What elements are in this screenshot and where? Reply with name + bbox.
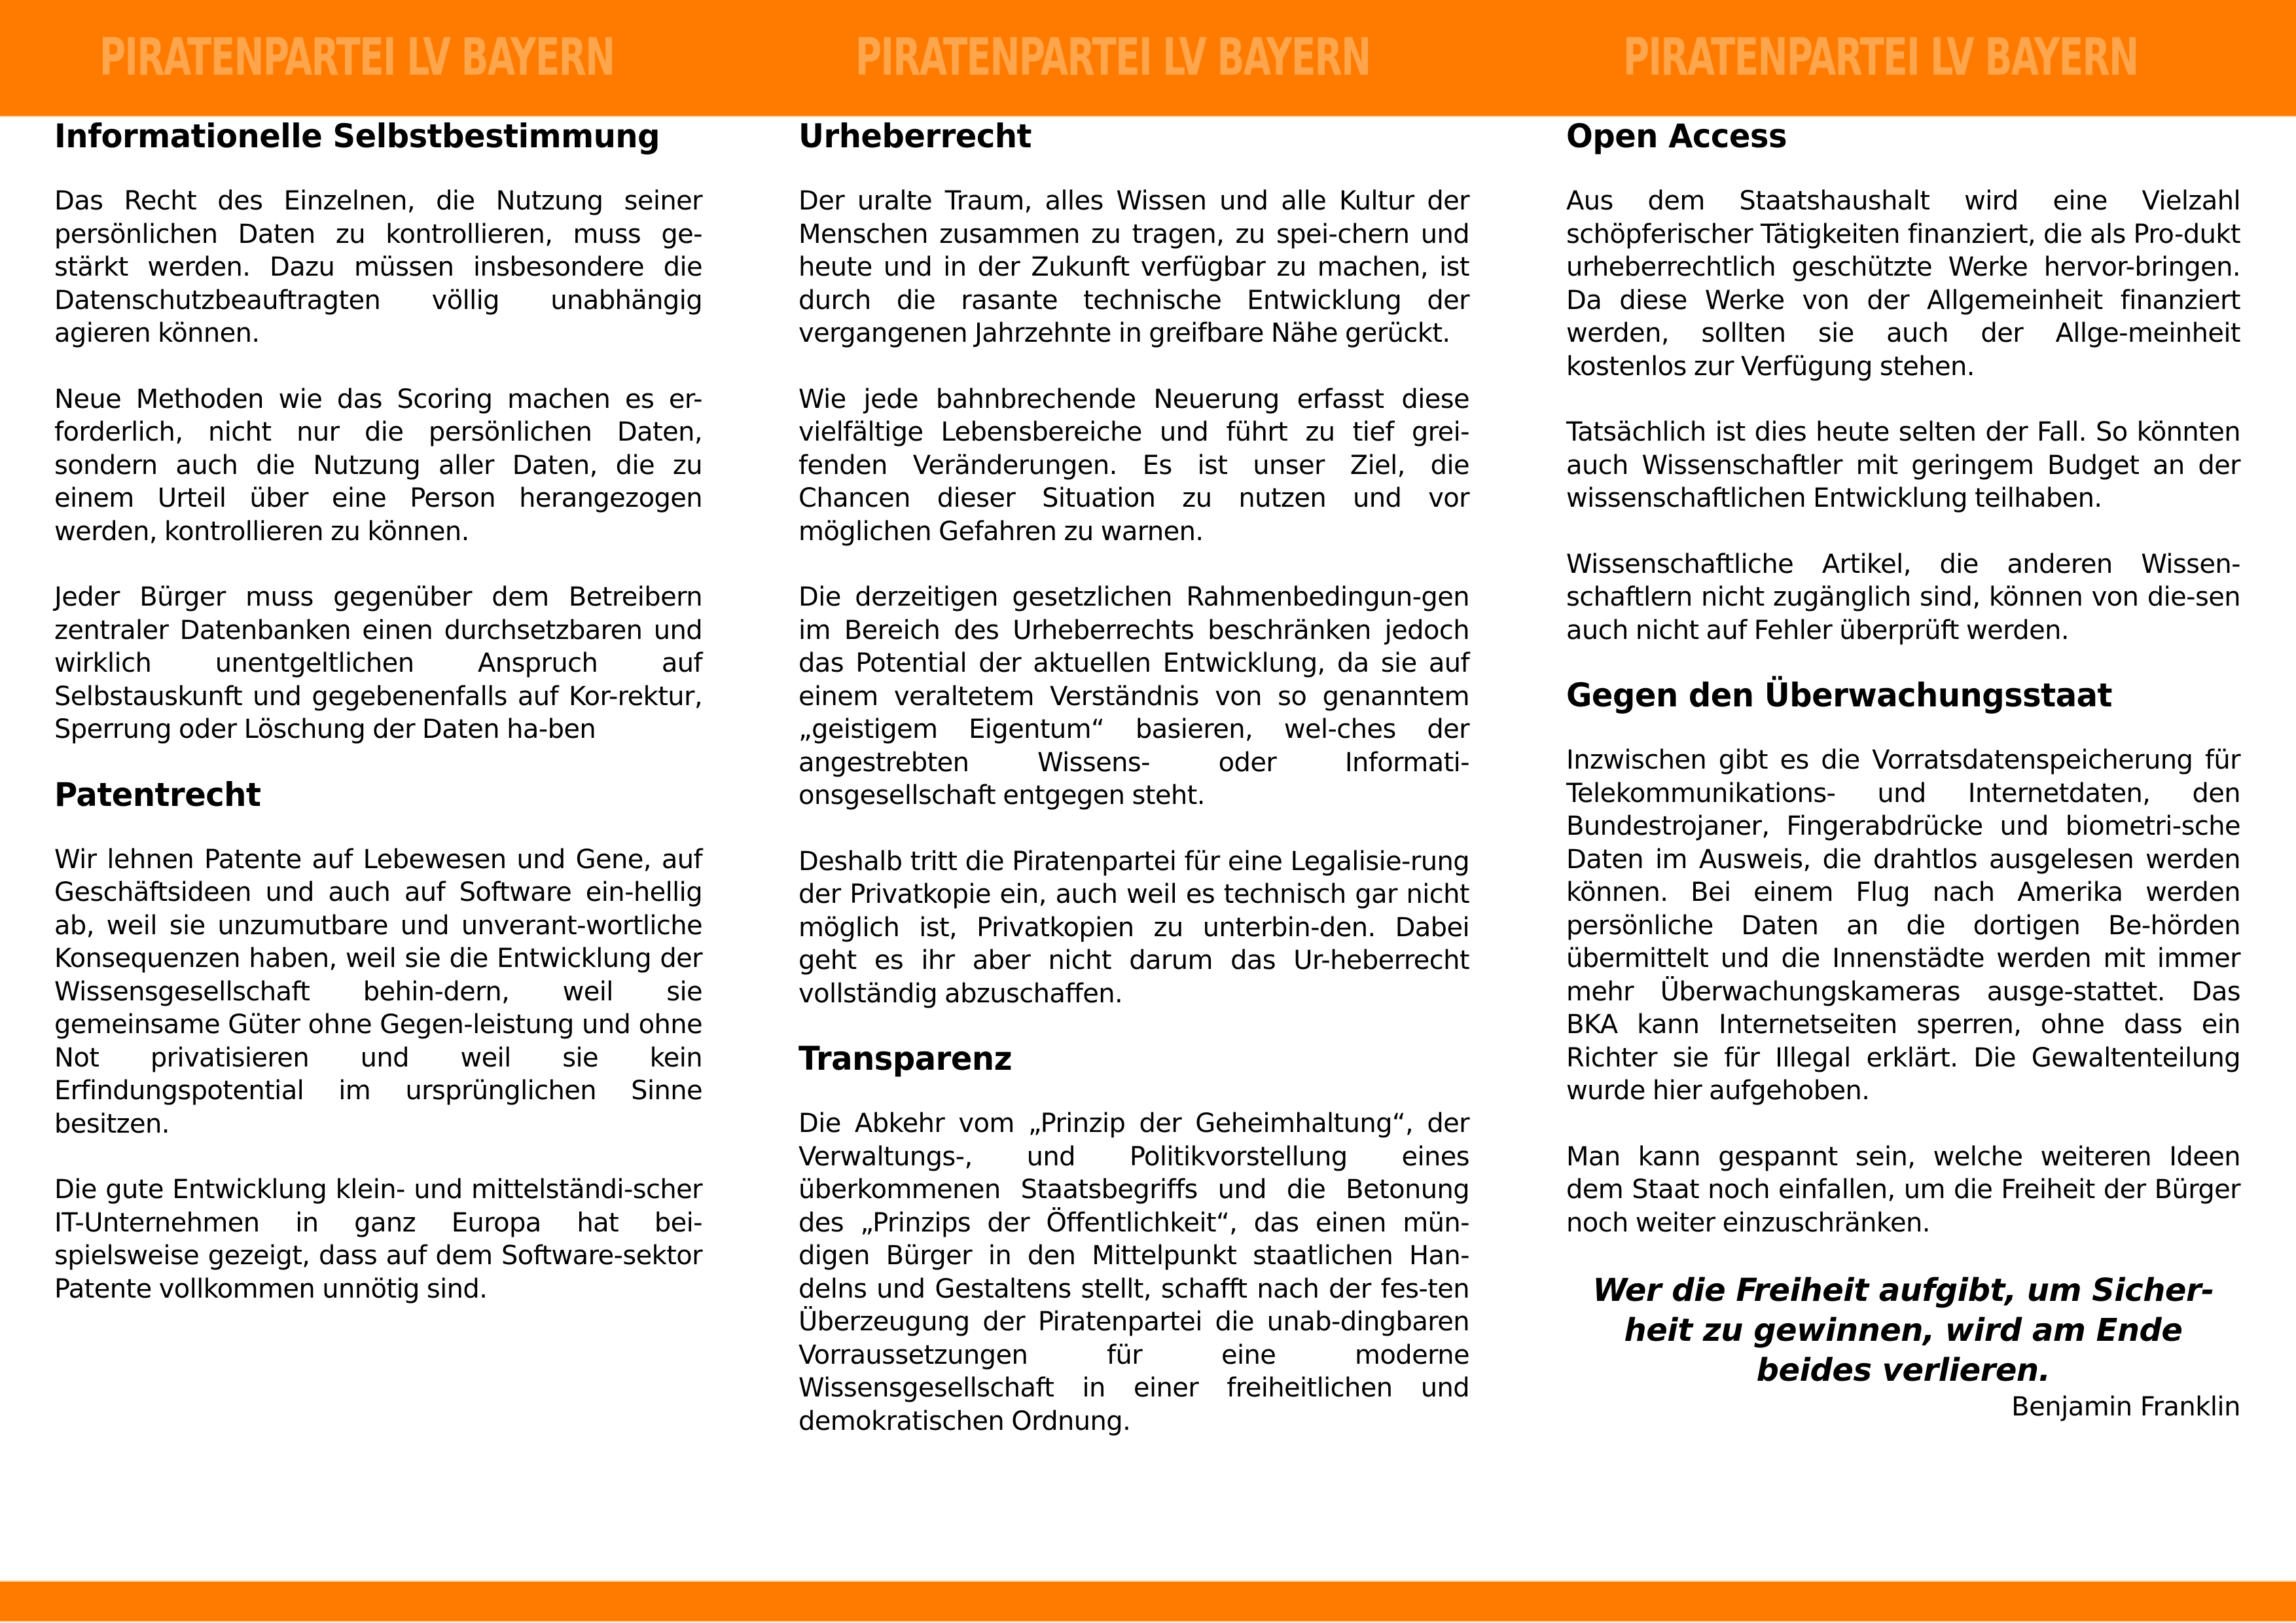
column-center bbox=[798, 117, 1469, 1438]
header-band bbox=[0, 0, 2296, 117]
section-title-patentrecht: Patentrecht bbox=[54, 775, 261, 814]
paragraph: Wissenschaftliche Artikel, die anderen Wissen-schaftlern nicht zugänglich sind, können von die-sen auch nicht auf Fehler überprüft werden. bbox=[1566, 549, 2240, 646]
header-title-right: PIRATENPARTEI LV BAYERN bbox=[1623, 28, 2138, 87]
quote-text: Wer die Freiheit aufgibt, um Sicher-heit zu gewinnen, wird am Ende beides verlieren. bbox=[1592, 1272, 2214, 1389]
header-title-center: PIRATENPARTEI LV BAYERN bbox=[855, 28, 1371, 87]
paragraph: Tatsächlich ist dies heute selten der Fall. So könnten auch Wissenschaftler mit geringem Budget an der wissenschaftlichen Entwicklung teilhaben. bbox=[1566, 417, 2240, 513]
paragraph: Die gute Entwicklung klein- und mittelständi-scher IT-Unternehmen in ganz Europa hat bei-spielsweise gezeigt, dass auf dem Software-sektor Patente vollkommen unnötig sind. bbox=[54, 1175, 702, 1304]
paragraph: Man kann gespannt sein, welche weiteren Ideen dem Staat noch einfallen, um die Freiheit der Bürger noch weiter einzuschränken. bbox=[1566, 1141, 2240, 1238]
quote-author: Benjamin Franklin bbox=[2011, 1392, 2240, 1422]
paragraph: Jeder Bürger muss gegenüber dem Betreibern zentraler Datenbanken einen durchsetzbaren und wirklich unentgeltlichen Anspruch auf Selbstauskunft und gegebenenfalls auf Kor-rektur, Sperrung oder Löschung der Daten ha-ben bbox=[54, 582, 702, 744]
paragraph: Das Recht des Einzelnen, die Nutzung seiner persönlichen Daten zu kontrollieren, muss ge-stärkt werden. Dazu müssen insbesondere die Datenschutzbeauftragten völlig unabhängig agieren können. bbox=[54, 186, 702, 348]
paragraph: Neue Methoden wie das Scoring machen es er-forderlich, nicht nur die persönlichen Daten, sondern auch die Nutzung aller Daten, die zu einem Urteil über eine Person herangezogen werden, kontrollieren zu können. bbox=[54, 384, 702, 547]
column-right bbox=[1566, 117, 2240, 1423]
paragraph: Der uralte Traum, alles Wissen und alle Kultur der Menschen zusammen zu tragen, zu spei-chern und heute und in der Zukunft verfügbar zu machen, ist durch die rasante technische Entwicklung der vergangenen Jahrzehnte in greifbare Nähe gerückt. bbox=[798, 186, 1469, 348]
section-title-transparenz: Transparenz bbox=[798, 1040, 1013, 1078]
paragraph: Deshalb tritt die Piratenpartei für eine Legalisie-rung der Privatkopie ein, auch weil es technisch gar nicht möglich ist, Privatkopien zu unterbin-den. Dabei geht es ihr aber nicht darum das Ur-heberrecht vollständig abzuschaffen. bbox=[798, 846, 1469, 1009]
paragraph: Inzwischen gibt es die Vorratsdatenspeicherung für Telekommunikations- und Internetdaten, den Bundestrojaner, Fingerabdrücke und biometri-sche Daten im Ausweis, die drahtlos ausgelesen werden können. Bei einem Flug nach Amerika werden persönliche Daten an die dortigen Be-hörden übermittelt und die Innenstädte werden mit immer mehr Überwachungskameras ausge-stattet. Das BKA kann Internetseiten sperren, ohne dass ein Richter sie für Illegal erklärt. Die Gewaltenteilung wurde hier aufgehoben. bbox=[1566, 745, 2240, 1106]
paragraph: Wir lehnen Patente auf Lebewesen und Gene, auf Geschäftsideen und auch auf Software ein-hellig ab, weil sie unzumutbare und unverant-wortliche Konsequenzen haben, weil sie die Entwicklung der Wissensgesellschaft behin-dern, weil sie gemeinsame Güter ohne Gegen-leistung und ohne Not privatisieren und weil sie kein Erfindungspotential im ursprünglichen Sinne besitzen. bbox=[54, 844, 702, 1139]
section-title-urheberrecht: Urheberrecht bbox=[798, 117, 1032, 155]
section-title-gegen-den-ueberwachungsstaat: Gegen den Überwachungsstaat bbox=[1566, 676, 2113, 714]
column-left bbox=[54, 117, 702, 1305]
footer-band bbox=[0, 1580, 2296, 1622]
section-title-open-access: Open Access bbox=[1566, 117, 1787, 155]
paragraph: Wie jede bahnbrechende Neuerung erfasst diese vielfältige Lebensbereiche und führt zu tief grei-fenden Veränderungen. Es ist unser Ziel, die Chancen dieser Situation zu nutzen und vor möglichen Gefahren zu warnen. bbox=[798, 384, 1469, 547]
header-title-left: PIRATENPARTEI LV BAYERN bbox=[99, 28, 615, 87]
paragraph: Die derzeitigen gesetzlichen Rahmenbedingun-gen im Bereich des Urheberrechts beschränken jedoch das Potential der aktuellen Entwicklung, da sie auf einem veraltetem Verständnis von so genanntem „geistigem Eigentum“ basieren, wel-ches der angestrebten Wissens- oder Informati-onsgesellschaft entgegen steht. bbox=[798, 582, 1469, 811]
section-title-informationelle-selbstbestimmung: Informationelle Selbstbestimmung bbox=[54, 117, 660, 155]
paragraph: Die Abkehr vom „Prinzip der Geheimhaltung“, der Verwaltungs-, und Politikvorstellung eines überkommenen Staatsbegriffs und die Betonung des „Prinzips der Öffentlichkeit“, das einen mün-digen Bürger in den Mittelpunkt staatlichen Han-delns und Gestaltens stellt, schafft nach der fes-ten Überzeugung der Piratenpartei die unab-dingbaren Vorraussetzungen für eine moderne Wissensgesellschaft in einer freiheitlichen und demokratischen Ordnung. bbox=[798, 1108, 1469, 1436]
paragraph: Aus dem Staatshaushalt wird eine Vielzahl schöpferischer Tätigkeiten finanziert, die als Pro-dukt urheberrechtlich geschützte Werke hervor-bringen. Da diese Werke von der Allgemeinheit finanziert werden, sollten sie auch der Allge-meinheit kostenlos zur Verfügung stehen. bbox=[1566, 186, 2240, 382]
